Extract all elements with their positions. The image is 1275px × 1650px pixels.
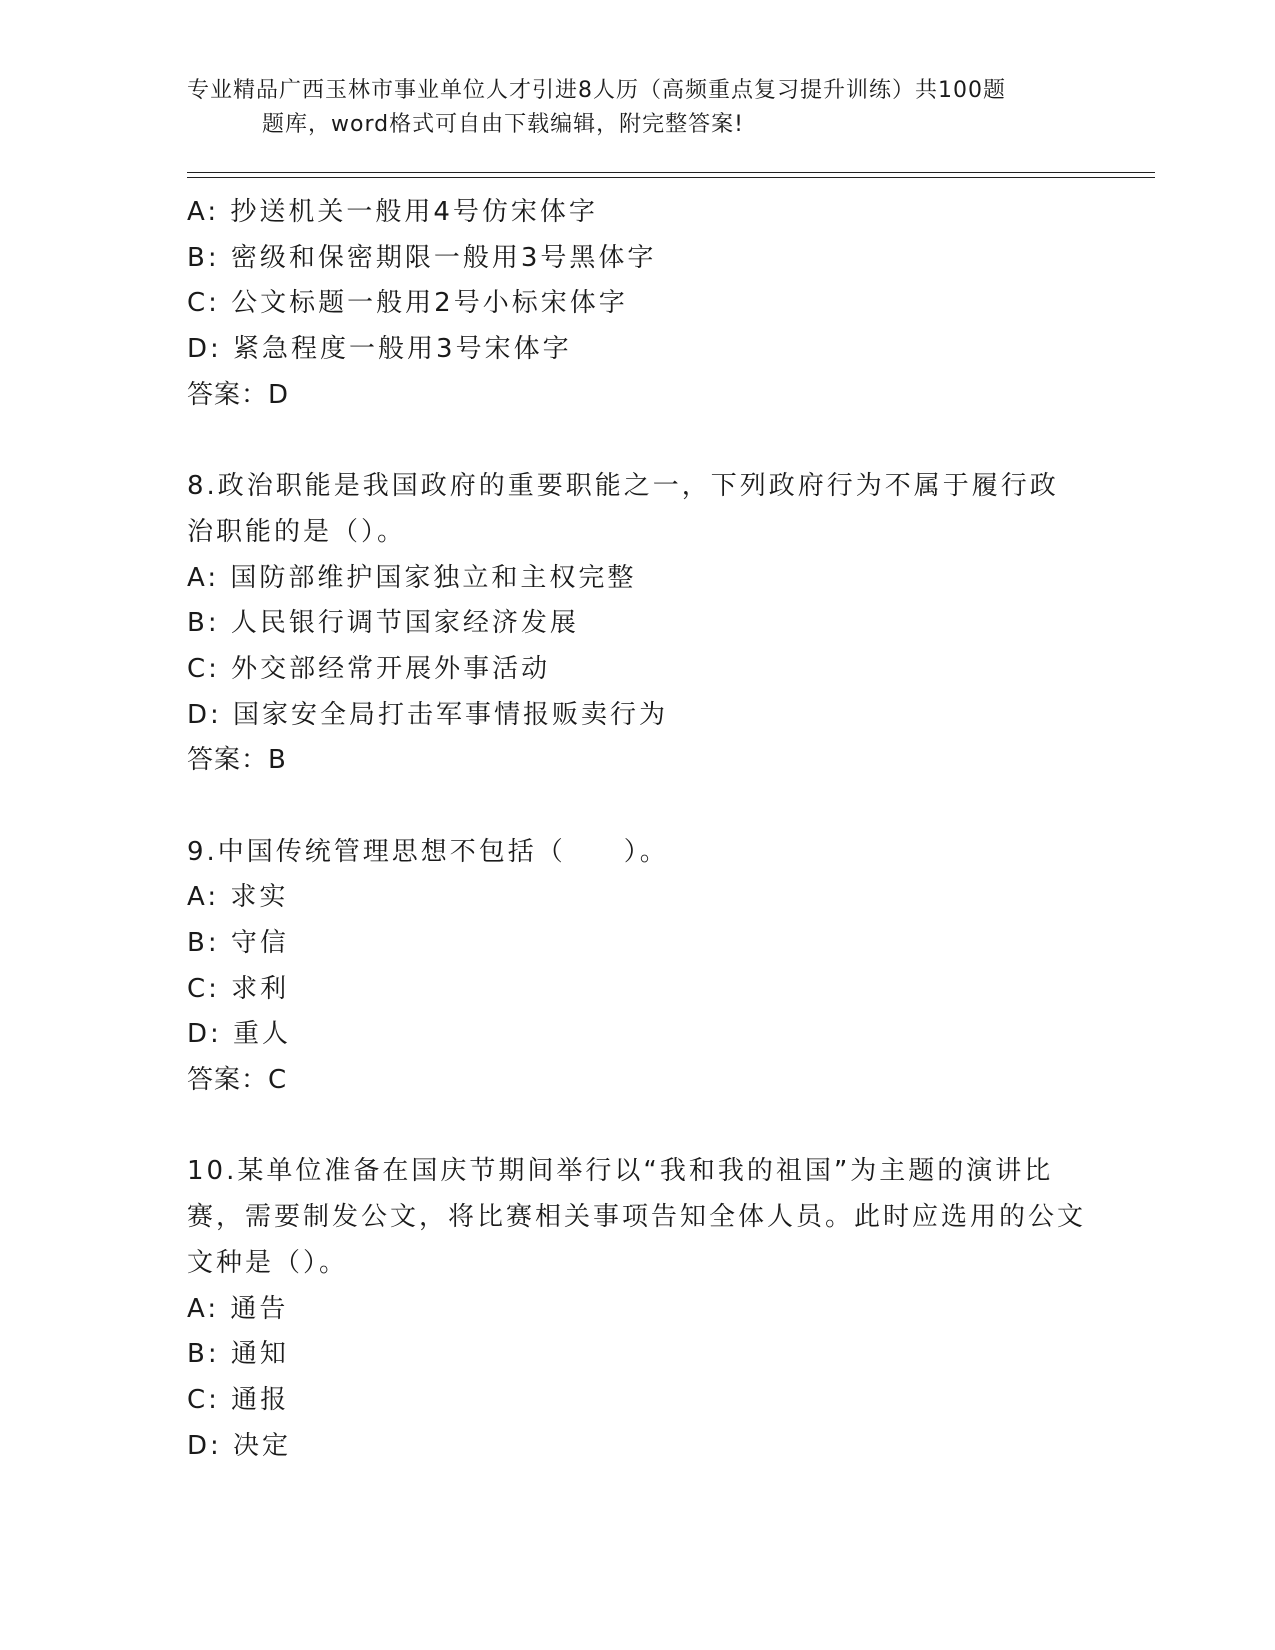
question-7-answer: 答案：D: [187, 379, 290, 410]
question-8-option-a: A: 国防部维护国家独立和主权完整: [187, 562, 637, 593]
question-8-option-b: B: 人民银行调节国家经济发展: [187, 608, 579, 639]
question-9-option-c: C: 求利: [187, 973, 290, 1004]
question-8-answer: 答案：B: [187, 745, 287, 776]
question-10-option-b: B: 通知: [187, 1339, 289, 1370]
header-title-line-2: 题库，word格式可自由下载编辑，附完整答案!: [262, 112, 744, 137]
question-list: [187, 190, 1087, 1469]
document-header: [187, 74, 1087, 142]
header-divider-top: [187, 172, 1155, 173]
question-9-option-d: D: 重人: [187, 1019, 292, 1050]
question-9-option-a: A: 求实: [187, 882, 289, 913]
question-9: [187, 830, 1087, 1104]
question-7-option-a: A: 抄送机关一般用4号仿宋体字: [187, 197, 598, 227]
question-9-answer: 答案：C: [187, 1065, 288, 1096]
question-8-option-c: C: 外交部经常开展外事活动: [187, 653, 551, 684]
question-spacer: [187, 418, 1087, 464]
question-10-stem: 10.某单位准备在国庆节期间举行以“我和我的祖国”为主题的演讲比赛，需要制发公文，将比赛相关事项告知全体人员。此时应选用的公文文种是（）。: [187, 1156, 1087, 1278]
question-7-option-b: B: 密级和保密期限一般用3号黑体字: [187, 242, 657, 273]
question-7: [187, 190, 1087, 418]
question-7-option-c: C: 公文标题一般用2号小标宋体字: [187, 288, 628, 319]
header-divider-bottom: [187, 177, 1155, 178]
question-8-stem: 8.政治职能是我国政府的重要职能之一，下列政府行为不属于履行政治职能的是（）。: [187, 471, 1059, 547]
question-spacer: [187, 1104, 1087, 1150]
question-10: [187, 1149, 1087, 1469]
question-9-option-b: B: 守信: [187, 928, 289, 959]
question-10-option-a: A: 通告: [187, 1293, 289, 1324]
question-9-stem: 9.中国传统管理思想不包括（ ）。: [187, 836, 669, 867]
question-8: [187, 464, 1087, 784]
question-10-option-d: D: 决定: [187, 1430, 292, 1461]
question-spacer: [187, 784, 1087, 830]
question-8-option-d: D: 国家安全局打击军事情报贩卖行为: [187, 699, 669, 730]
question-7-option-d: D: 紧急程度一般用3号宋体字: [187, 334, 572, 365]
question-10-option-c: C: 通报: [187, 1384, 290, 1415]
header-title-line-1: 专业精品广西玉林市事业单位人才引进8人历（高频重点复习提升训练）共100题: [187, 78, 1006, 103]
